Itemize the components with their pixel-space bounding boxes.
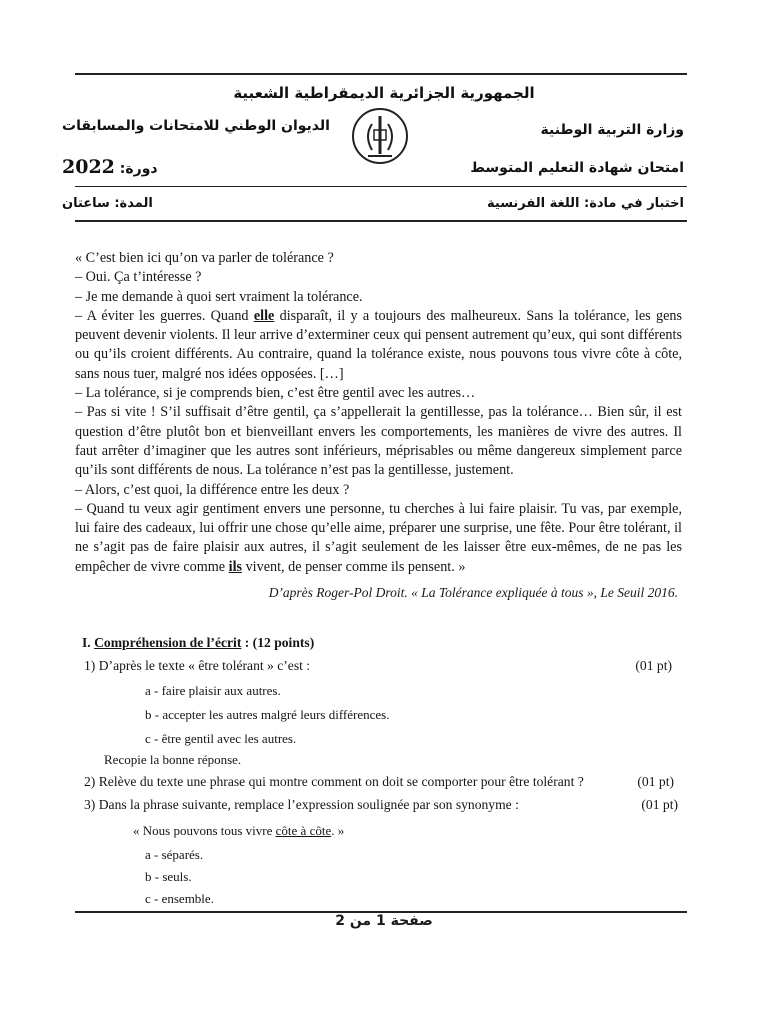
question-3: 3) Dans la phrase suivante, remplace l’expression soulignée par son synonyme : [84, 797, 519, 812]
section-points: : (12 points) [241, 635, 315, 650]
text-line: « C’est bien ici qu’on va parler de tolérance ? [75, 250, 334, 266]
duration-label: المدة: ساعتان [62, 196, 153, 211]
text-line: – Oui. Ça t’intéresse ? [75, 269, 202, 286]
session-year: 2022 [62, 156, 115, 178]
exam-label: امتحان شهادة التعليم المتوسط [470, 160, 684, 176]
page-number: صفحة 1 من 2 [335, 913, 433, 929]
text-paragraph: – Pas si vite ! S’il suffisait d’être gentil, ça s’appellerait la gentillesse, pas la tolérance… Bien sûr, il est question d’être plutôt bon et bienveillant envers les comportements, les manières de vivre des autres. Il faut arrêter d’imaginer que les autres sont inférieurs, méprisables ou même dangereux simplement parce qu’ils sont différents de nous. La tolérance n’est pas la gentillesse, justement. [75, 404, 682, 479]
header-bottom-rule [75, 220, 687, 222]
q1-option-b: b - accepter les autres malgré leurs différences. [145, 707, 390, 722]
q3-option-b: b - seuls. [145, 869, 192, 884]
text-line: – Alors, c’est quoi, la différence entre les deux ? [75, 481, 350, 498]
section-title [82, 635, 314, 651]
q3-underlined-expression: côte à côte [275, 823, 332, 838]
underlined-word-ils: ils [228, 558, 243, 575]
text-source: D’après Roger-Pol Droit. « La Tolérance expliquée à tous », Le Seuil 2016. [268, 585, 678, 600]
text-paragraph: – Quand tu veux agir gentiment envers une personne, tu cherches à lui faire plaisir. Tu vas, par exemple, lui faire des cadeaux, lui offrir une chose qu’elle aime, préparer une surprise, une fête. Pour être tolérant, il ne s’agit pas de faire plaisir aux autres, il s’agit seulement de les laisser être eux-mêmes, de ne pas les empêcher de vivre comme ils vivent, de penser comme ils pensent. » [75, 500, 682, 575]
q1-option-a: a - faire plaisir aux autres. [145, 683, 281, 698]
q1-instruction: Recopie la bonne réponse. [104, 752, 242, 767]
question-2-points: (01 pt) [637, 774, 674, 789]
section-name: Compréhension de l’écrit [94, 635, 242, 650]
text-paragraph: – A éviter les guerres. Quand elle disparaît, il y a toujours des malheureux. Sans la tolérance, les gens peuvent devenir violents. Il leur arrive d’exterminer ceux qui pensent autrement qu’eux, qui sont différents ou qu’ils croient différents. Au contraire, quand la tolérance existe, nous pouvons tous vivre côte à côte, sans nous tuer, malgré nos idées opposées. […] [75, 307, 682, 382]
text-line: – Je me demande à quoi sert vraiment la tolérance. [75, 288, 363, 305]
underlined-word-elle: elle [253, 307, 275, 324]
question-1: 1) D’après le texte « être tolérant » c’est : [84, 658, 311, 673]
session-label: دورة: [119, 161, 158, 177]
header-divider [75, 186, 687, 187]
reading-text [75, 249, 682, 577]
q3-sentence: « Nous pouvons tous vivre côte à côte. » [133, 823, 345, 838]
ministry-emblem [350, 106, 410, 166]
ministry-label: وزارة التربية الوطنية [540, 122, 684, 138]
question-1-points: (01 pt) [635, 658, 672, 673]
office-label: الديوان الوطني للامتحانات والمسابقات [62, 118, 330, 134]
subject-label: اختبار في مادة: اللغة الفرنسية [487, 196, 684, 211]
q3-option-c: c - ensemble. [145, 891, 214, 906]
session-field [62, 156, 158, 178]
question-2: 2) Relève du texte une phrase qui montre comment on doit se comporter pour être tolérant ? [84, 774, 584, 789]
republic-title: الجمهورية الجزائرية الديمقراطية الشعبية [233, 84, 535, 102]
q1-option-c: c - être gentil avec les autres. [145, 731, 297, 746]
text-line: – La tolérance, si je comprends bien, c’est être gentil avec les autres… [75, 385, 476, 402]
section-number: I. [82, 635, 91, 650]
top-rule [75, 73, 687, 75]
q3-option-a: a - séparés. [145, 847, 204, 862]
question-3-points: (01 pt) [641, 797, 678, 812]
